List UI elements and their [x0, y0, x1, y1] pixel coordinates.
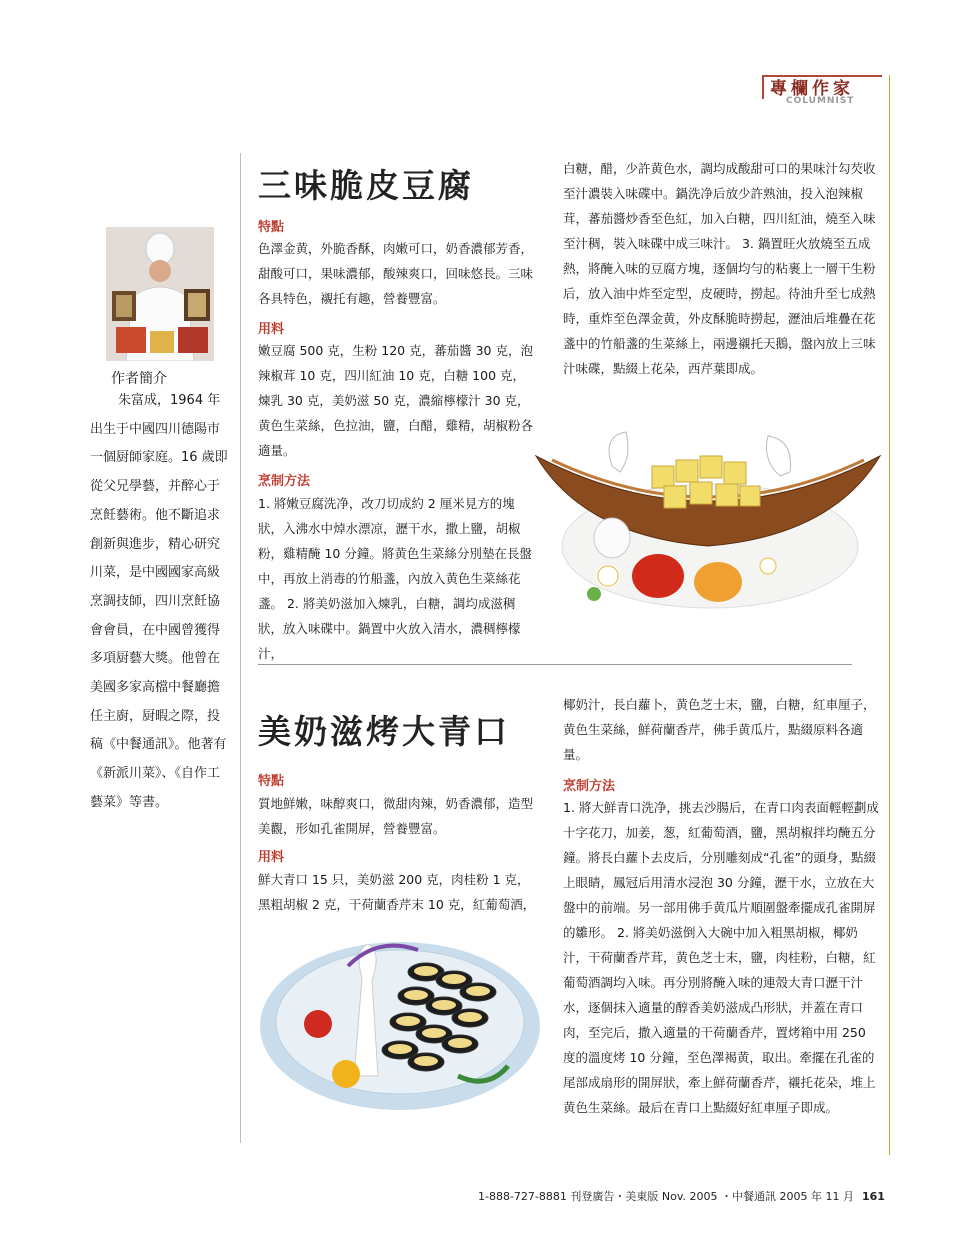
- page-number: 161: [861, 1190, 885, 1203]
- column-title: 專欄作家: [770, 79, 854, 99]
- recipe1-ingredients-label: 用料: [258, 322, 285, 337]
- section-divider: [258, 664, 852, 665]
- recipe2-ingredients-col1: 鮮大青口 15 只，美奶滋 200 克，肉桂粉 1 克，黑粗胡椒 2 克，干荷蘭香芹末 10 克，紅葡萄酒，: [258, 872, 536, 912]
- recipe2-method-label: 烹制方法: [563, 779, 616, 794]
- right-divider: [889, 75, 890, 1155]
- recipe1-method-col1: 1. 將嫩豆腐洗净，改刀切成約 2 厘米見方的塊狀，入沸水中焯水漂凉，瀝干水，撒上鹽，胡椒粉，雞精醃 10 分鐘。將黄色生菜絲分別墊在長盤中，再放上消毒的竹船盞，內放入黄色生菜絲花盞。 2. 將美奶滋加入煉乳，白糖，調均成滋稠狀，放入味碟中。鍋置中火放入清水，濃稠檸檬汁，: [258, 496, 532, 661]
- left-divider: [240, 153, 241, 1143]
- recipe2-title: 美奶滋烤大青口: [258, 712, 510, 751]
- mussel-dish-image: [258, 926, 544, 1112]
- recipe2-features: 質地鮮嫩，味醇爽口，微甜肉辣，奶香濃郁，造型美觀，形如孔雀開屏，營養豐富。: [258, 796, 534, 836]
- author-photo: [106, 227, 214, 361]
- recipe2-ingredients-col2: 椰奶汁，長白蘿卜，黄色芝士末，鹽，白糖，紅車厘子，黄色生菜絲，鮮荷蘭香芹，佛手黄瓜片，點綴原料各適量。: [563, 697, 876, 762]
- recipe1-method-label: 烹制方法: [258, 474, 311, 489]
- footer-text: 1-888-727-8881 刊登廣告・美東版 Nov. 2005 ・中餐通訊 2005 年 11 月: [478, 1190, 854, 1203]
- recipe1-ingredients: 嫩豆腐 500 克，生粉 120 克，蕃茄醬 30 克，泡辣椒茸 10 克，四川紅油 10 克，白糖 100 克，煉乳 30 克，美奶滋 50 克，濃縮檸檬汁 30 克，黄色生菜絲，色拉油，鹽，白醋，雞精，胡椒粉各適量。: [258, 343, 534, 458]
- column-subtitle: COLUMNIST: [786, 96, 855, 106]
- recipe2-features-label: 特點: [258, 774, 285, 789]
- recipe2-ingredients-label: 用料: [258, 850, 285, 865]
- recipe1-method-col2: 白糖，醋，少許黄色水，調均成酸甜可口的果味汁勾芡收至汁濃裝入味碟中。鍋洗净后放少許熟油，投入泡辣椒茸，蕃茄醬炒香至色紅，加入白糖，四川紅油，燒至入味至汁稠，裝入味碟中成三味汁。 3. 鍋置旺火放燒至五成熱，將醃入味的豆腐方塊，逐個均勻的粘裹上一層干生粉后，放入油中炸至定型，皮硬時，撈起。待油升至七成熱時，重炸至色澤金黄，外皮酥脆時撈起，瀝油后堆疊在花盞中的竹船盞的生菜絲上，兩邊襯托天鵝，盤內放上三味汁味碟，點綴上花朵，西芹葉即成。: [563, 161, 876, 376]
- recipe1-features: 色澤金黄，外脆香酥，肉嫩可口，奶香濃郁芳香，甜酸可口，果味濃郁，酸辣爽口，回味悠長。三味各具特色，襯托有趣，營養豐富。: [258, 241, 534, 306]
- recipe1-features-label: 特點: [258, 220, 285, 235]
- author-heading: 作者簡介: [111, 371, 167, 387]
- recipe1-title: 三味脆皮豆腐: [258, 166, 474, 205]
- page-footer: [478, 1188, 885, 1204]
- author-bio: 朱富成，1964 年出生于中國四川德陽市一個厨師家庭。16 歲即從父兄學藝，并醉心于烹飪藝術。他不斷追求創新與進步，精心研究川菜，是中國國家高級烹調技師，四川烹飪協會會員，在中國曾獲得多項厨藝大獎。他曾在美國多家高檔中餐廳擔任主廚，厨暇之際，投稿《中餐通訊》。他著有《新派川菜》、《自作工藝菜》等書。: [90, 393, 228, 810]
- tofu-dish-image: [532, 426, 884, 626]
- recipe2-method: 1. 將大鮮青口洗净，挑去沙腸后，在青口肉表面輕輕劃成十字花刀，加姜，葱，紅葡萄酒，鹽，黑胡椒拌均醃五分鐘。將長白蘿卜去皮后，分別雕刻成“孔雀”的頭身，點綴上眼睛，鳳冠后用清水浸泡 30 分鐘，瀝干水，立放在大盤中的前端。另一部用佛手黄瓜片順圍盤牽擺成孔雀開屏的雛形。 2. 將美奶滋倒入大碗中加入粗黑胡椒，椰奶汁，干荷蘭香芹茸，黄色芝士末，鹽，肉桂粉，白糖，紅葡萄酒調均入味。再分別將醃入味的連殼大青口瀝干汁水，逐個抹入適量的醇香美奶滋成凸形狀，并蓋在青口肉，至完后，撒入適量的干荷蘭香芹，置烤箱中用 250 度的溫度烤 10 分鐘，至色澤褐黄，取出。牽擺在孔雀的尾部成扇形的開屏狀，牽上鮮荷蘭香芹，襯托花朵，堆上黄色生菜絲。最后在青口上點綴好紅車厘子即成。: [563, 800, 879, 1115]
